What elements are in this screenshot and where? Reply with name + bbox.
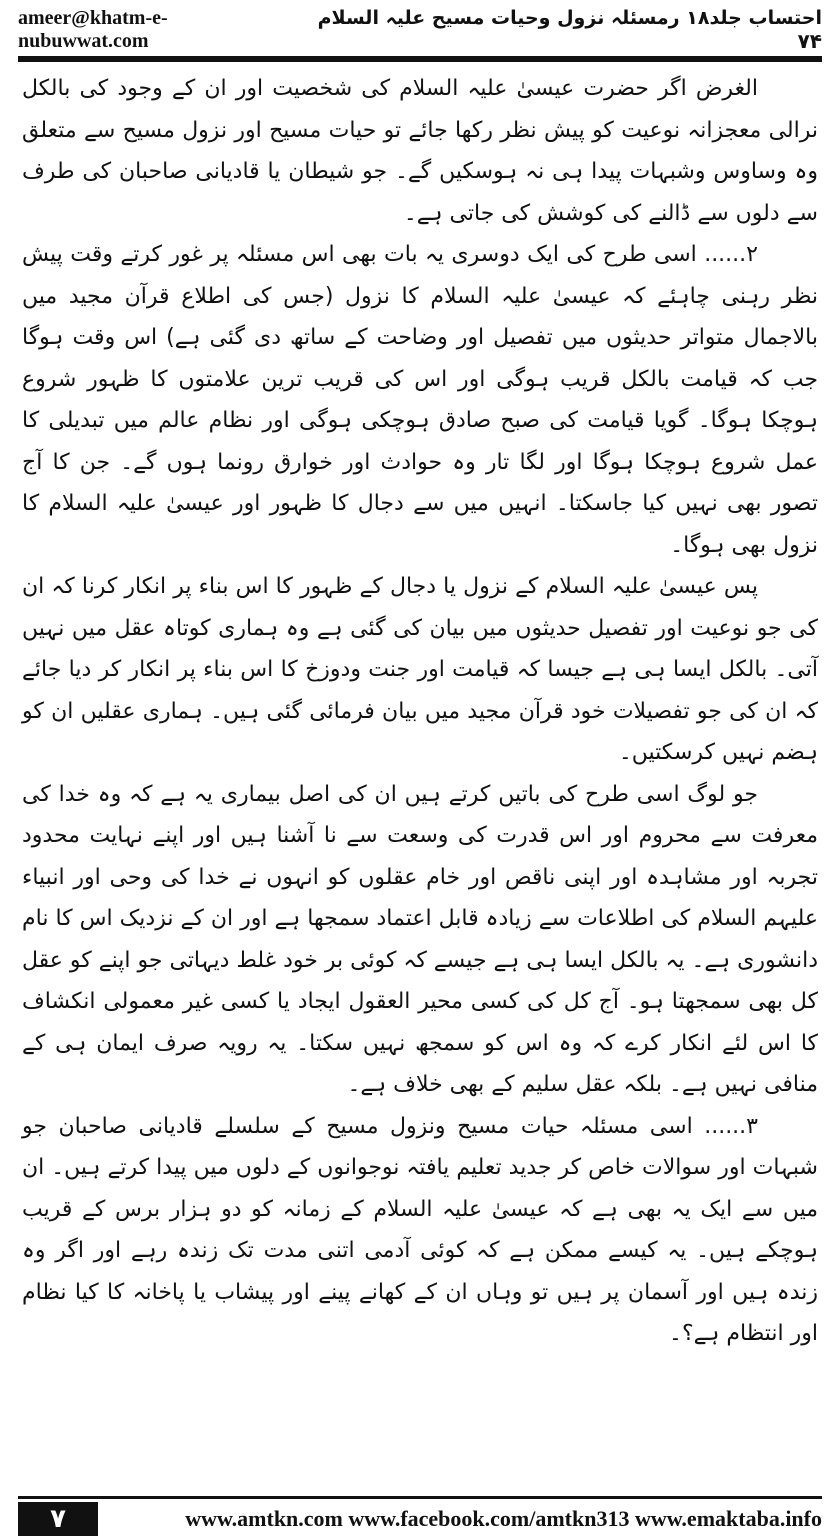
running-title-text: احتساب جلد۱۸ رمسئلہ نزول وحیات مسیح علیہ السلام bbox=[317, 7, 822, 29]
page-footer bbox=[18, 1500, 822, 1538]
page-body bbox=[22, 68, 818, 1488]
footer-rule bbox=[18, 1496, 822, 1499]
header-rule bbox=[18, 56, 822, 62]
paragraph-4: جو لوگ اسی طرح کی باتیں کرتے ہیں ان کی اصل بیماری یہ ہے کہ وہ خدا کی معرفت سے محروم اور اس قدرت کی وسعت سے نا آشنا ہیں اور اپنے نہایت محدود تجربہ اور مشاہدہ اور اپنی ناقص اور خام عقلوں کو انہوں نے خدا کی وحی اور انبیاء علیہم السلام کی اطلاعات سے زیادہ قابل اعتماد سمجھا ہے اور ان کے نزدیک اس کا نام دانشوری ہے۔ یہ بالکل ایسا ہی ہے جیسے کہ کوئی بر خود غلط دیہاتی جو اپنے کو عقل کل بھی سمجھتا ہو۔ آج کل کی کسی محیر العقول ایجاد یا کسی غیر معمولی انکشاف کا اس لئے انکار کرے کہ وہ اس کو سمجھ نہیں سکتا۔ یہ رویہ صرف ایمان ہی کے منافی نہیں ہے۔ بلکہ عقل سلیم کے بھی خلاف ہے۔ bbox=[22, 781, 818, 1097]
header-email[interactable]: ameer@khatm-e-nubuwwat.com bbox=[18, 7, 168, 52]
page-header bbox=[18, 7, 822, 53]
footer-page-number: ۷ bbox=[18, 1502, 98, 1536]
footer-links[interactable]: www.amtkn.com www.facebook.com/amtkn313 www.emaktaba.info bbox=[185, 1506, 822, 1531]
running-title bbox=[291, 7, 822, 53]
paragraph-2: ۲...... اسی طرح کی ایک دوسری یہ بات بھی اس مسئلہ پر غور کرتے وقت پیش نظر رہنی چاہئے کہ عیسیٰ علیہ السلام کا نزول (جس کی اطلاع قرآن مجید میں بالاجمال متواتر حدیثوں میں تفصیل اور وضاحت کے ساتھ دی گئی ہے) اس وقت ہوگا جب کہ قیامت بالکل قریب ہوگی اور اس کی قریب ترین علامتوں کا ظہور شروع ہوچکا ہوگا۔ گویا قیامت کی صبح صادق ہوچکی ہوگی اور نظام عالم میں تبدیلی کا عمل شروع ہوچکا ہوگا اور لگا تار وہ حوادث اور خوارق رونما ہوں گے۔ جن کا آج تصور بھی نہیں کیا جاسکتا۔ انہیں میں سے دجال کا ظہور اور عیسیٰ علیہ السلام کا نزول بھی ہوگا۔ bbox=[22, 242, 818, 558]
paragraph-3: پس عیسیٰ علیہ السلام کے نزول یا دجال کے ظہور کا اس بناء پر انکار کرنا کہ ان کی جو نوعیت اور تفصیل حدیثوں میں بیان کی گئی ہے وہ ہماری کوتاہ عقل میں نہیں آتی۔ بالکل ایسا ہی ہے جیسا کہ قیامت اور جنت ودوزخ کا اس بناء پر انکار کر دیا جائے کہ ان کی جو تفصیلات خود قرآن مجید میں بیان فرمائی گئی ہیں۔ ہماری عقلیں ان کو ہضم نہیں کرسکتیں۔ bbox=[22, 574, 818, 765]
header-page-number: ۷۴ bbox=[797, 29, 822, 53]
paragraph-5: ۳...... اسی مسئلہ حیات مسیح ونزول مسیح کے سلسلے قادیانی صاحبان جو شبہات اور سوالات خاص کر جدید تعلیم یافتہ نوجوانوں کے دلوں میں پیدا کرتے ہیں۔ ان میں سے ایک یہ بھی ہے کہ عیسیٰ علیہ السلام کے زمانہ کو دو ہزار برس کے قریب ہوچکے ہیں۔ یہ کیسے ممکن ہے کہ کوئی آدمی اتنی مدت تک زندہ رہے اور اگر وہ زندہ ہیں اور آسمان پر ہیں تو وہاں ان کے کھانے پینے اور پیشاب یا پاخانہ کا کیا نظام اور انتظام ہے؟۔ bbox=[22, 1113, 818, 1346]
paragraph-1: الغرض اگر حضرت عیسیٰ علیہ السلام کی شخصیت اور ان کے وجود کی بالکل نرالی معجزانہ نوعیت کو پیش نظر رکھا جائے تو حیات مسیح اور نزول مسیح سے متعلق وہ وساوس وشبہات پیدا ہی نہ ہوسکیں گے۔ جو شیطان یا قادیانی صاحبان کی طرف سے دلوں سے ڈالنے کی کوشش کی جاتی ہے۔ bbox=[22, 76, 818, 226]
